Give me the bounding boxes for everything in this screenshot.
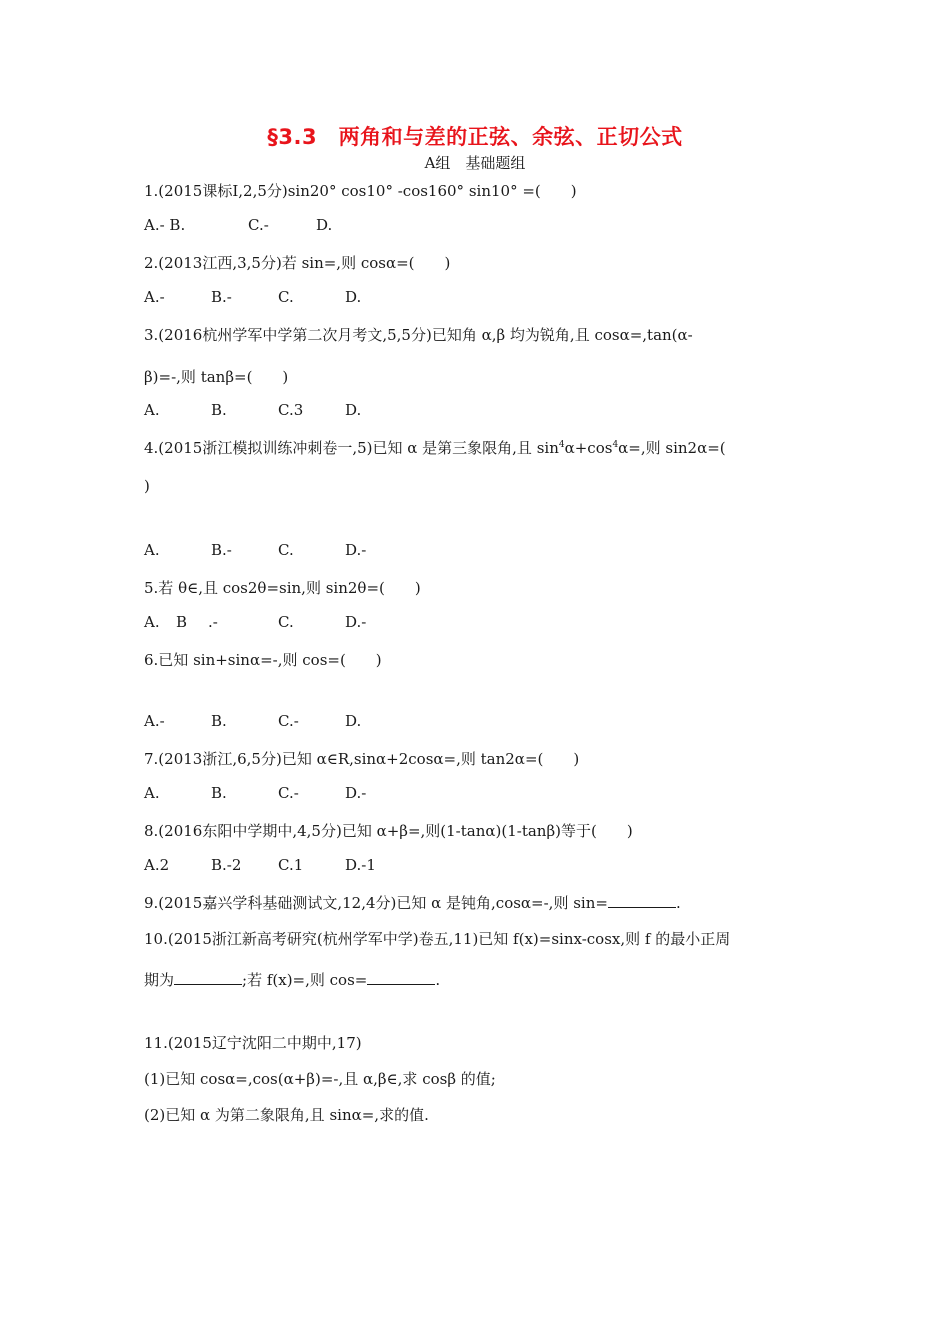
option-a: A. <box>144 541 160 559</box>
question-3-options <box>144 401 361 419</box>
answer-blank-cos[interactable] <box>367 970 435 985</box>
option-d: D.-1 <box>345 856 376 874</box>
question-2-options <box>144 288 361 306</box>
question-1-stem: 1.(2015课标Ⅰ,2,5分)sin20° cos10° -cos160° sin10° =( ) <box>144 182 577 200</box>
question-11-part2: (2)已知 α 为第二象限角,且 sinα=,求的值. <box>144 1106 429 1124</box>
question-6-options <box>144 712 361 730</box>
question-7-options <box>144 784 366 802</box>
question-4-stem-part: 4.(2015浙江模拟训练冲刺卷一,5)已知 α 是第三象限角,且 sin <box>144 439 559 457</box>
option-b: B. <box>211 401 227 419</box>
question-5-options <box>144 613 366 631</box>
option-a: A.- <box>144 288 165 306</box>
option-b: B. <box>211 712 227 730</box>
option-b: B.- <box>211 288 232 306</box>
option-b-value: .- <box>208 613 218 631</box>
question-4-options <box>144 541 366 559</box>
question-8-stem: 8.(2016东阳中学期中,4,5分)已知 α+β=,则(1-tanα)(1-tanβ)等于( ) <box>144 822 633 840</box>
option-c: C. <box>278 288 294 306</box>
option-d: D.- <box>345 784 367 802</box>
question-10-stem-part: ;若 f(x)=,则 cos= <box>242 971 368 989</box>
answer-blank[interactable] <box>608 893 676 908</box>
question-9-stem <box>144 892 681 913</box>
option-c: C. <box>278 541 294 559</box>
question-5-stem: 5.若 θ∈,且 cos2θ=sin,则 sin2θ=( ) <box>144 579 421 597</box>
question-10-stem-end: . <box>435 971 441 989</box>
option-b: B. <box>211 784 227 802</box>
question-11-part1: (1)已知 cosα=,cos(α+β)=-,且 α,β∈,求 cosβ 的值; <box>144 1070 496 1088</box>
option-c: C.1 <box>278 856 304 874</box>
exponent: 4 <box>612 440 619 450</box>
question-4-stem-part: α=,则 sin2α=( <box>618 439 726 457</box>
section-subtitle: A组 基础题组 <box>424 154 526 172</box>
option-c: C. <box>278 613 294 631</box>
option-a: A. <box>144 401 160 419</box>
option-a: A. <box>144 613 160 631</box>
question-10-stem-part: 期为 <box>144 971 175 989</box>
option-d: D.- <box>345 613 367 631</box>
option-d: D.- <box>345 541 367 559</box>
option-b: B <box>176 613 188 631</box>
question-9-stem-part: 9.(2015嘉兴学科基础测试文,12,4分)已知 α 是钝角,cosα=-,则 sin= <box>144 894 608 912</box>
option-a: A.- B. <box>144 216 186 234</box>
option-c: C.- <box>278 712 299 730</box>
question-9-stem-end: . <box>675 894 681 912</box>
option-d: D. <box>345 288 362 306</box>
question-7-stem: 7.(2013浙江,6,5分)已知 α∈R,sinα+2cosα=,则 tan2α=( ) <box>144 750 580 768</box>
page-title: §3.3 两角和与差的正弦、余弦、正切公式 <box>267 125 683 149</box>
question-8-options <box>144 856 376 874</box>
option-c: C.3 <box>278 401 304 419</box>
answer-blank-period[interactable] <box>174 970 242 985</box>
option-d: D. <box>345 401 362 419</box>
question-4-stem <box>144 437 726 458</box>
option-a: A. <box>144 784 160 802</box>
question-2-stem: 2.(2013江西,3,5分)若 sin=,则 cosα=( ) <box>144 254 451 272</box>
question-3-stem-line2: β)=-,则 tanβ=( ) <box>144 368 289 386</box>
question-11-stem: 11.(2015辽宁沈阳二中期中,17) <box>144 1034 362 1052</box>
option-d: D. <box>345 712 362 730</box>
option-b: B.-2 <box>211 856 242 874</box>
question-4-stem-part: α+cos <box>564 439 613 457</box>
option-c: C.- <box>248 216 269 234</box>
question-4-stem-line2: ) <box>144 477 150 495</box>
exponent: 4 <box>558 440 565 450</box>
option-c: C.- <box>278 784 299 802</box>
option-d: D. <box>316 216 333 234</box>
question-10-stem-line2 <box>144 969 440 990</box>
question-1-options <box>144 216 332 234</box>
question-6-stem: 6.已知 sin+sinα=-,则 cos=( ) <box>144 651 382 669</box>
option-a: A.- <box>144 712 165 730</box>
option-a: A.2 <box>144 856 170 874</box>
option-b: B.- <box>211 541 232 559</box>
question-10-stem-line1: 10.(2015浙江新高考研究(杭州学军中学)卷五,11)已知 f(x)=sinx-cosx,则 f 的最小正周 <box>144 930 731 948</box>
question-3-stem-line1: 3.(2016杭州学军中学第二次月考文,5,5分)已知角 α,β 均为锐角,且 cosα=,tan(α- <box>144 326 693 344</box>
